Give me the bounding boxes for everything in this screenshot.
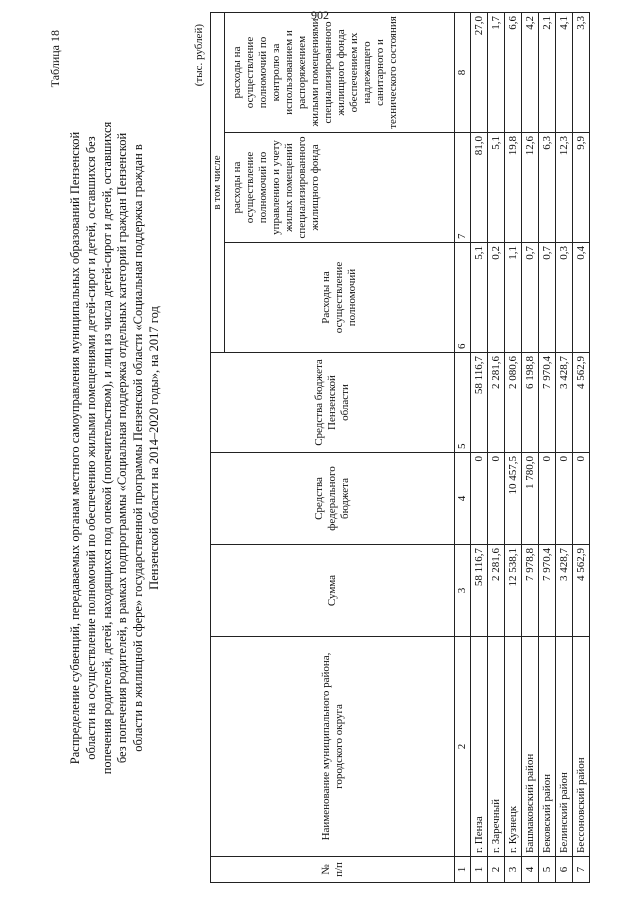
cell-management: 9,9 (573, 133, 590, 243)
cell-name: Белинский район (556, 637, 573, 857)
page-number: 902 (311, 8, 329, 22)
cell-sum: 7 970,4 (539, 545, 556, 637)
header-management-expenses: расходы на осуществление полномочий по управлению и учету жилых помещений специализированного жилищного фонда (225, 133, 455, 243)
cell-management: 12,3 (556, 133, 573, 243)
table-row (556, 12, 573, 882)
header-name: Наименование муниципального района, городского округа (211, 637, 455, 857)
table-number: Таблица 18 (48, 30, 62, 88)
title-line: попечения родителей, детей, находящихся под опекой (попечительством), и лиц из числа детей-сирот и детей, оставшихся (99, 121, 114, 775)
document-title (68, 63, 163, 833)
table-row (488, 12, 505, 882)
cell-management: 81,0 (471, 133, 488, 243)
header-sum: Сумма (211, 545, 455, 637)
header-including: в том числе (211, 12, 225, 352)
cell-num: 6 (556, 857, 573, 883)
cell-regional: 58 116,7 (471, 353, 488, 453)
cell-control: 4,2 (522, 12, 539, 132)
cell-name: г. Пенза (471, 637, 488, 857)
column-index-row (455, 12, 471, 882)
cell-name: г. Заречный (488, 637, 505, 857)
column-index: 8 (455, 12, 471, 132)
column-index: 4 (455, 453, 471, 545)
cell-sum: 4 562,9 (573, 545, 590, 637)
table-row (522, 12, 539, 882)
cell-federal: 0 (488, 453, 505, 545)
header-control-expenses: расходы на осуществление полномочий по контролю за использованием и распоряжением жилыми помещениями специализированного жилищного фонда обеспечением их надлежащего санитарного и технического состояния (225, 12, 455, 132)
cell-num: 7 (573, 857, 590, 883)
column-index: 5 (455, 353, 471, 453)
cell-name: Бессоновский район (573, 637, 590, 857)
cell-sum: 12 538,1 (505, 545, 522, 637)
cell-num: 3 (505, 857, 522, 883)
cell-control: 6,6 (505, 12, 522, 132)
cell-sum: 58 116,7 (471, 545, 488, 637)
title-line: области в жилищной сфере» государственной программы Пензенской области «Социальная поддержка граждан в (131, 144, 146, 752)
table-row (539, 12, 556, 882)
cell-admin: 0,7 (522, 243, 539, 353)
cell-admin: 0,3 (556, 243, 573, 353)
cell-regional: 2 281,6 (488, 353, 505, 453)
cell-sum: 2 281,6 (488, 545, 505, 637)
column-index: 1 (455, 857, 471, 883)
column-index: 6 (455, 243, 471, 353)
cell-control: 2,1 (539, 12, 556, 132)
table-row (471, 12, 488, 882)
table-row (505, 12, 522, 882)
cell-control: 1,7 (488, 12, 505, 132)
title-line: Пензенской области на 2014–2020 годы», на 2017 год (146, 306, 161, 590)
cell-admin: 1,1 (505, 243, 522, 353)
title-line: без попечения родителей, в рамках подпрограммы «Социальная поддержка отдельных категорий граждан Пензенской (115, 132, 130, 764)
column-index: 2 (455, 637, 471, 857)
cell-name: г. Кузнецк (505, 637, 522, 857)
header-num: № п/п (211, 857, 455, 883)
cell-num: 4 (522, 857, 539, 883)
cell-num: 5 (539, 857, 556, 883)
cell-sum: 7 978,8 (522, 545, 539, 637)
cell-admin: 0,7 (539, 243, 556, 353)
cell-federal: 0 (471, 453, 488, 545)
cell-federal: 0 (556, 453, 573, 545)
column-index: 3 (455, 545, 471, 637)
cell-num: 2 (488, 857, 505, 883)
cell-sum: 3 428,7 (556, 545, 573, 637)
cell-admin: 5,1 (471, 243, 488, 353)
title-line: Распределение субвенций, передаваемых органам местного самоуправления муниципальных образований Пензенской (68, 131, 82, 765)
cell-management: 19,8 (505, 133, 522, 243)
cell-num: 1 (471, 857, 488, 883)
cell-name: Бековский район (539, 637, 556, 857)
cell-admin: 0,2 (488, 243, 505, 353)
cell-name: Башмаковский район (522, 637, 539, 857)
cell-regional: 4 562,9 (573, 353, 590, 453)
units-label: (тыс. рублей) (193, 24, 205, 87)
header-regional: Средства бюджета Пензенской области (211, 353, 455, 453)
title-line: области на осуществление полномочий по обеспечению жилыми помещениями детей-сирот и детей, оставшихся без (83, 136, 98, 760)
header-federal: Средства федерального бюджета (211, 453, 455, 545)
cell-control: 4,1 (556, 12, 573, 132)
cell-admin: 0,4 (573, 243, 590, 353)
cell-control: 3,3 (573, 12, 590, 132)
table-row (573, 12, 590, 882)
cell-federal: 1 780,0 (522, 453, 539, 545)
cell-management: 6,3 (539, 133, 556, 243)
subventions-table (210, 12, 590, 883)
cell-regional: 6 198,8 (522, 353, 539, 453)
cell-control: 27,0 (471, 12, 488, 132)
header-admin-expenses: Расходы на осуществление полномочий (225, 243, 455, 353)
cell-federal: 10 457,5 (505, 453, 522, 545)
cell-federal: 0 (539, 453, 556, 545)
cell-management: 5,1 (488, 133, 505, 243)
cell-regional: 2 080,6 (505, 353, 522, 453)
cell-management: 12,6 (522, 133, 539, 243)
cell-regional: 3 428,7 (556, 353, 573, 453)
cell-federal: 0 (573, 453, 590, 545)
cell-regional: 7 970,4 (539, 353, 556, 453)
column-index: 7 (455, 133, 471, 243)
